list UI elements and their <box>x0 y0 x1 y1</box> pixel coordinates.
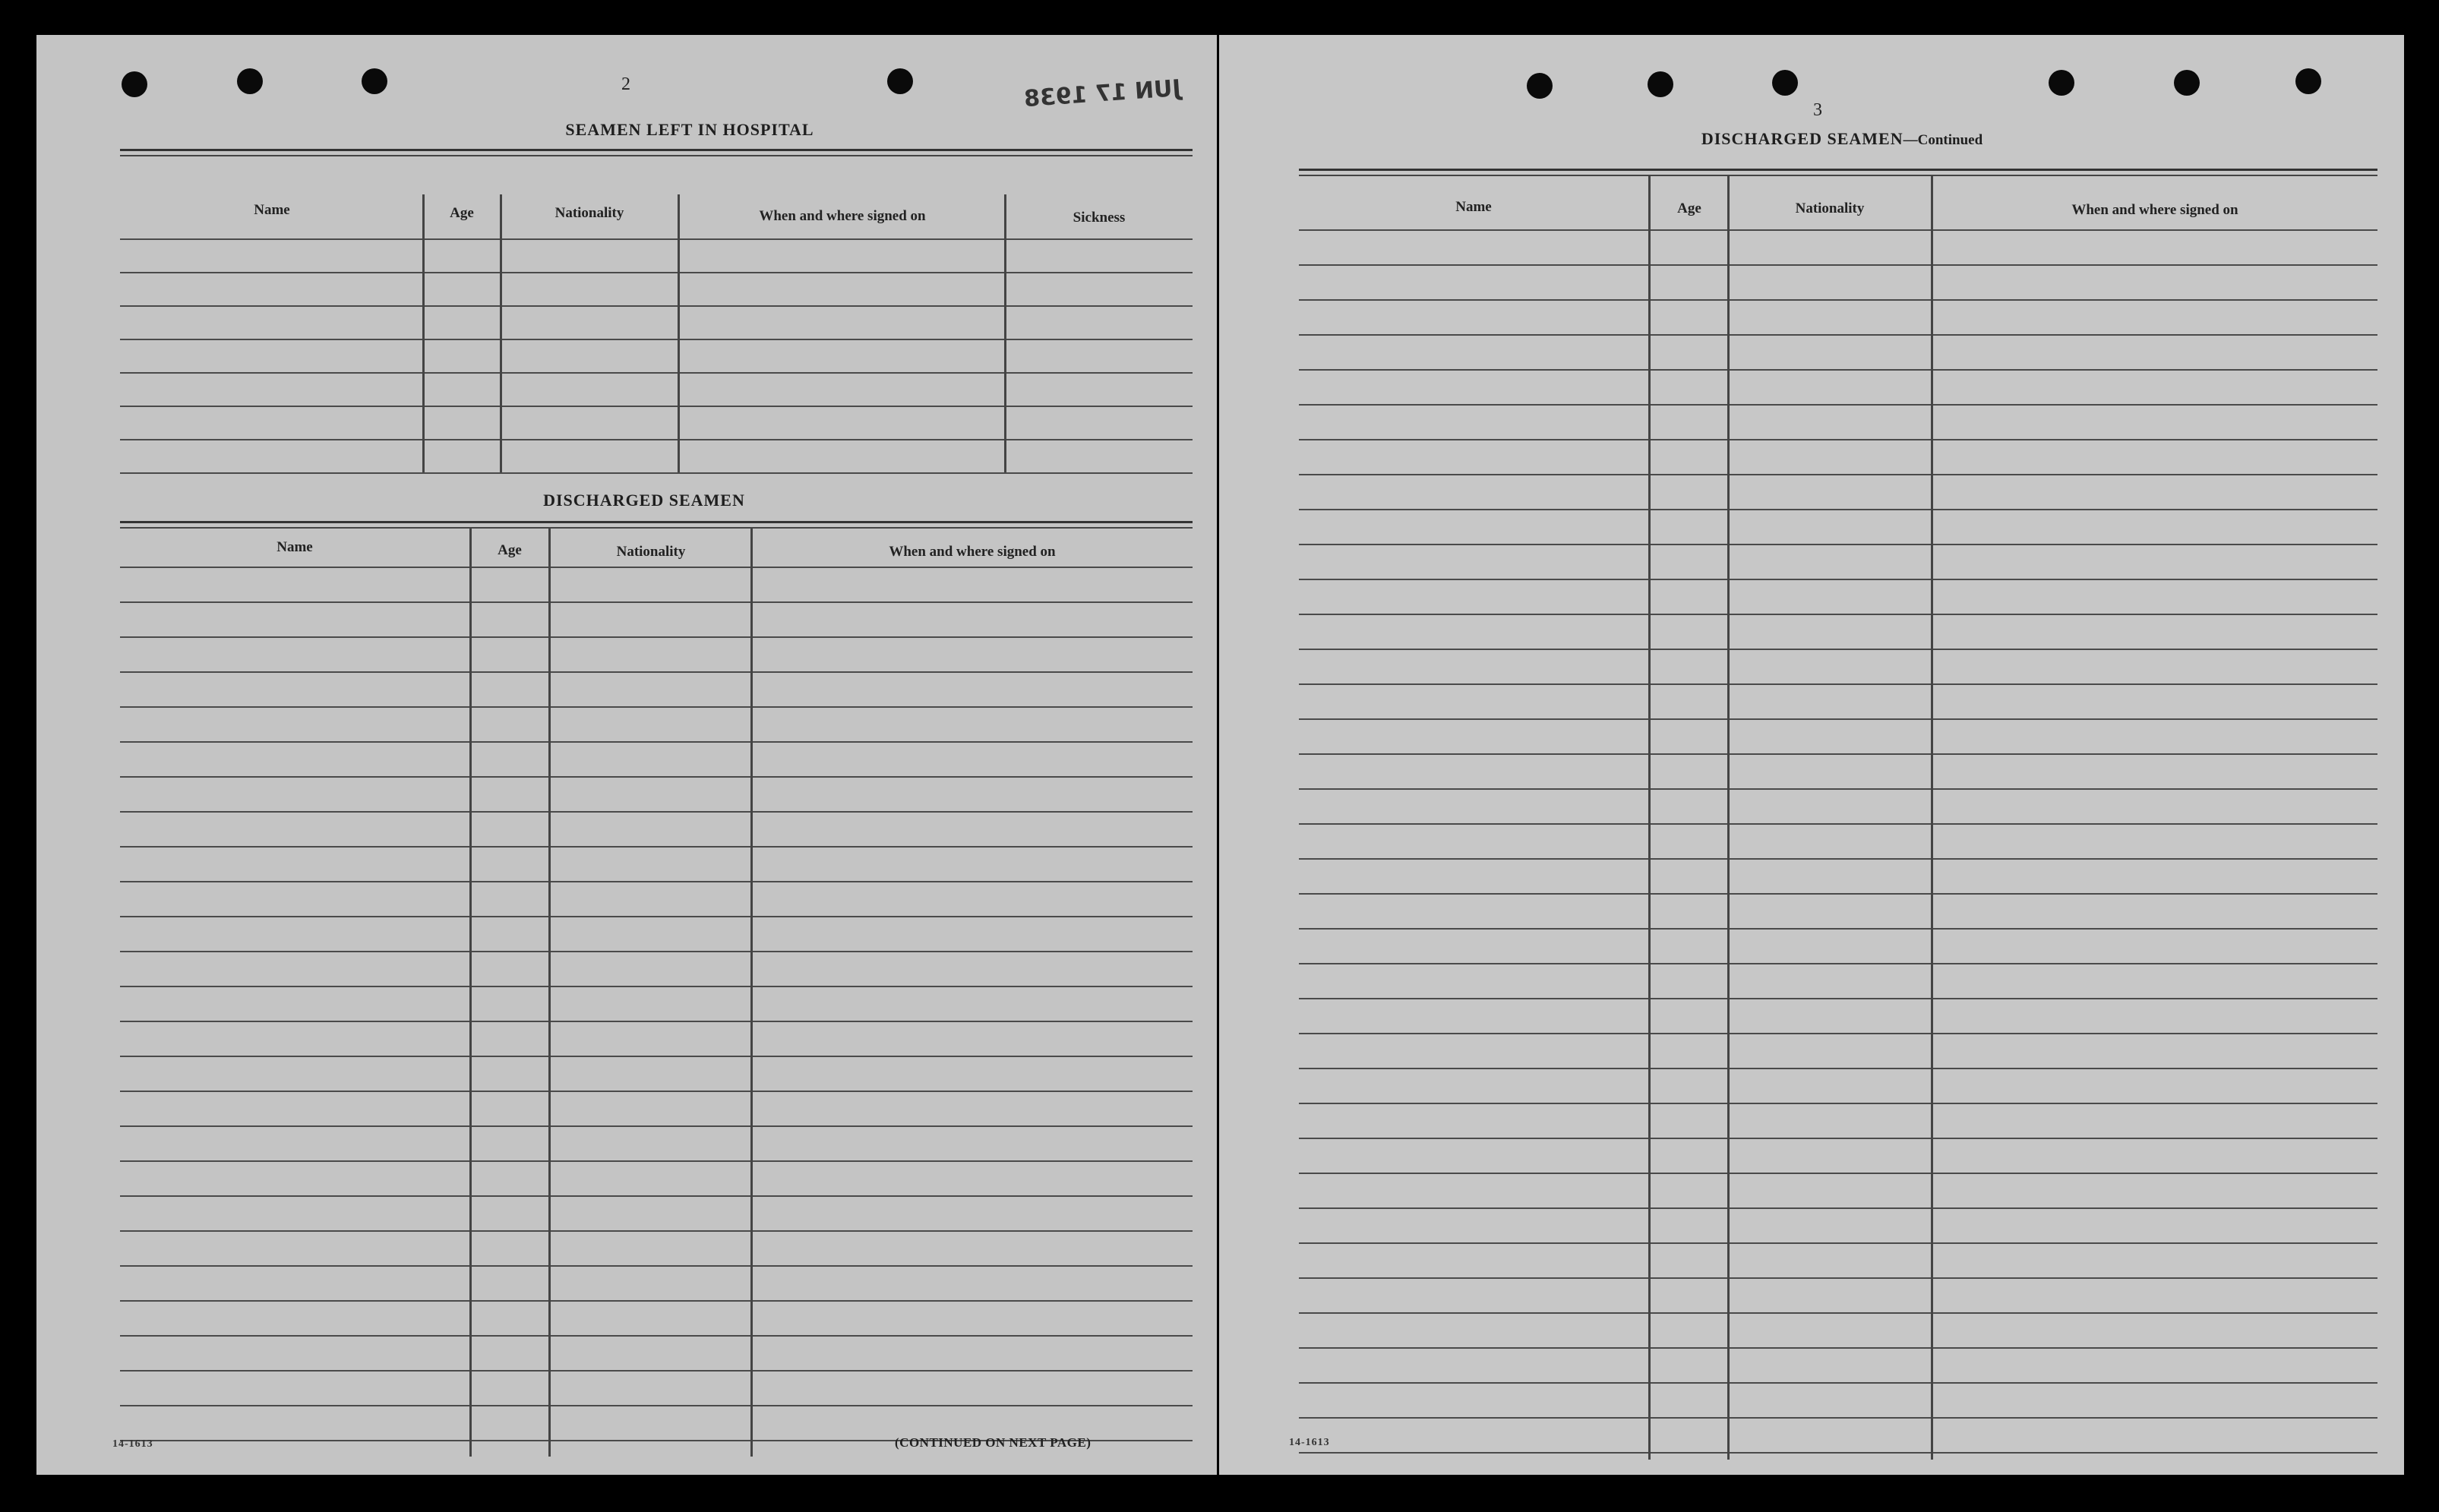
column-header-signed-on: When and where signed on <box>2071 202 2238 218</box>
discharged-section-title: DISCHARGED SEAMEN <box>543 491 745 510</box>
discharged-table <box>120 521 1193 1457</box>
column-header-name: Name <box>254 202 290 218</box>
form-number: 14-1613 <box>112 1438 153 1450</box>
punch-hole-icon <box>1772 70 1798 96</box>
punch-hole-icon <box>887 68 913 94</box>
column-header-age: Age <box>1677 200 1701 216</box>
hospital-table <box>120 149 1193 483</box>
punch-hole-icon <box>362 68 387 94</box>
hospital-section-title: SEAMEN LEFT IN HOSPITAL <box>565 120 814 139</box>
punch-hole-icon <box>122 71 147 97</box>
form-number: 14-1613 <box>1289 1437 1330 1448</box>
continued-note: (CONTINUED ON NEXT PAGE) <box>895 1435 1092 1450</box>
punch-hole-icon <box>237 68 263 94</box>
punch-hole-icon <box>1648 71 1673 97</box>
column-header-signed-on: When and where signed on <box>759 208 926 224</box>
punch-hole-icon <box>1527 73 1553 99</box>
column-header-age: Age <box>498 542 522 558</box>
date-stamp: JUN 17 1938 <box>1023 74 1182 113</box>
punch-hole-icon <box>2174 70 2200 96</box>
left-page <box>36 35 1217 1475</box>
column-header-sickness: Sickness <box>1073 210 1126 226</box>
punch-hole-icon <box>2295 68 2321 94</box>
page-number: 2 <box>621 74 630 94</box>
punch-hole-icon <box>2049 70 2074 96</box>
right-page <box>1219 35 2404 1475</box>
discharged-continued-title <box>1614 129 2070 149</box>
column-header-name: Name <box>1455 199 1492 215</box>
column-header-age: Age <box>450 205 474 221</box>
title-suffix: —Continued <box>1903 132 1983 148</box>
column-header-nationality: Nationality <box>616 544 686 560</box>
column-header-nationality: Nationality <box>554 205 624 221</box>
discharged-continued-table <box>1299 169 2377 1460</box>
column-header-name: Name <box>276 539 313 555</box>
title-main: DISCHARGED SEAMEN <box>1701 129 1903 148</box>
column-header-signed-on: When and where signed on <box>889 544 1056 560</box>
page-number: 3 <box>1813 100 1822 120</box>
column-header-nationality: Nationality <box>1795 200 1865 216</box>
